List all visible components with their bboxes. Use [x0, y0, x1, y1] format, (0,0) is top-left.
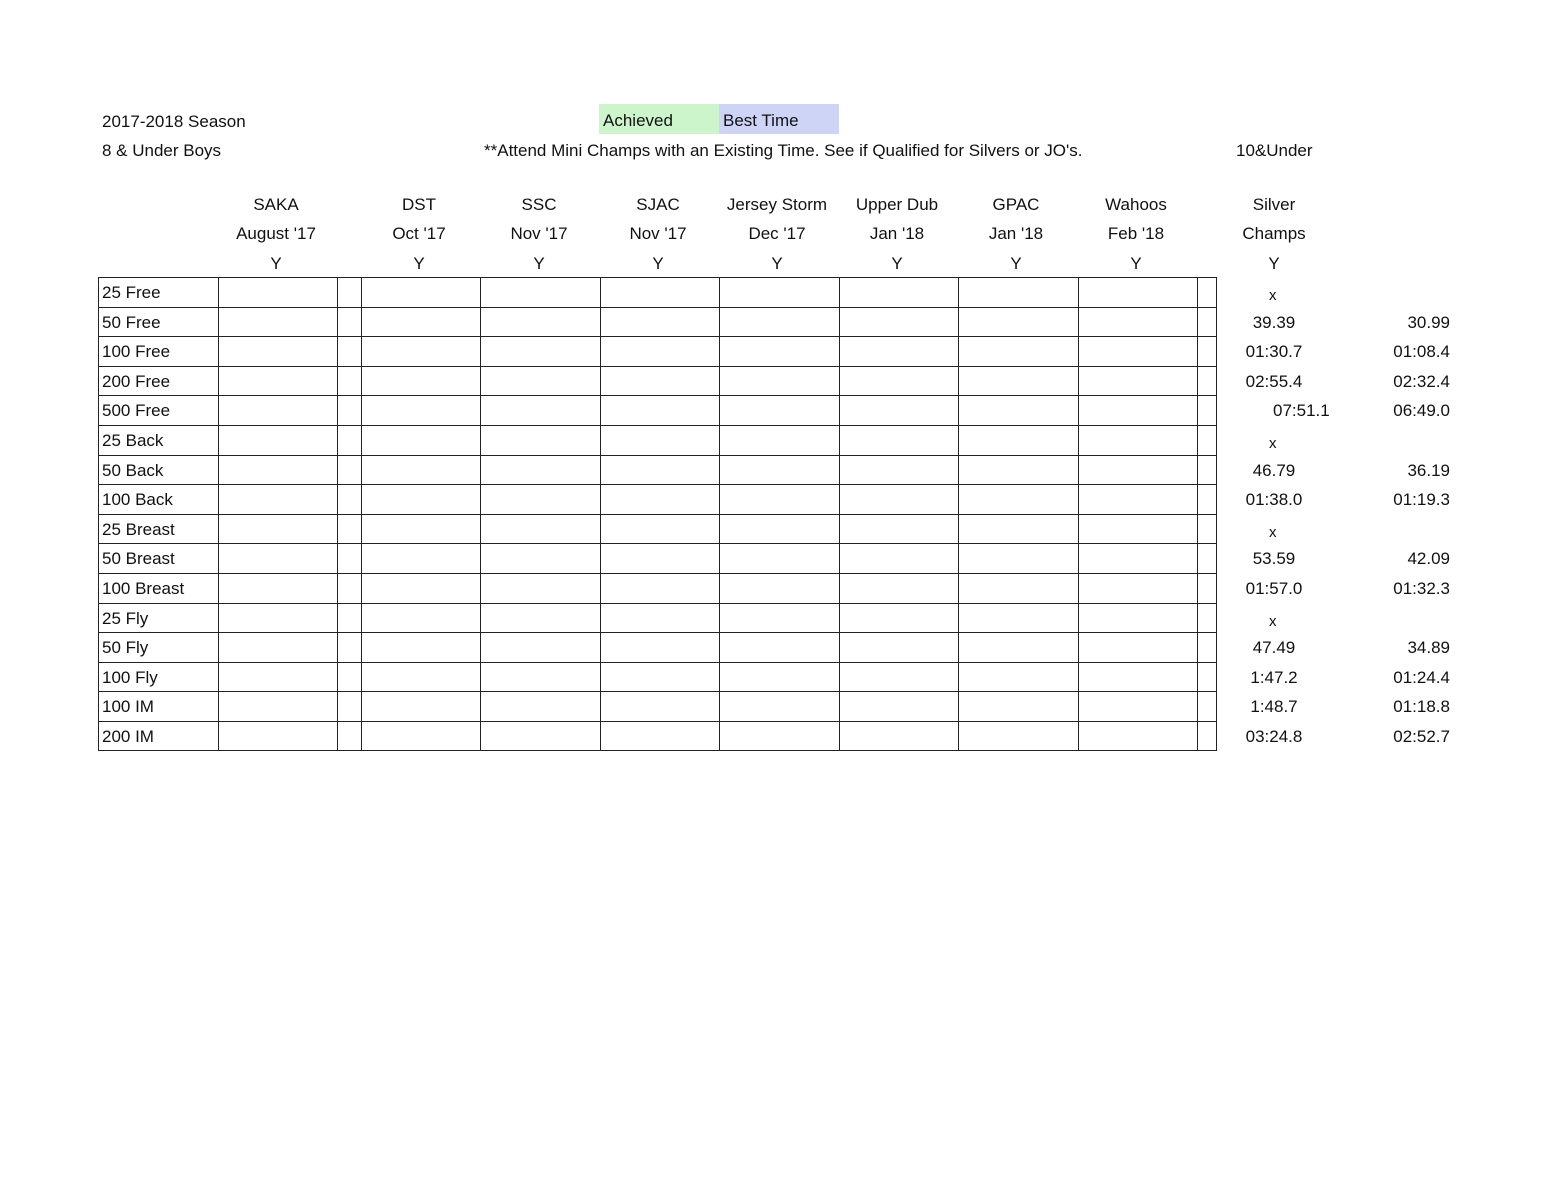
time-entry-cell[interactable]: [219, 367, 336, 395]
silver-cut-time: 01:57.0: [1245, 579, 1303, 598]
time-entry-cell[interactable]: [1198, 692, 1216, 720]
legend-achieved: [599, 104, 719, 134]
time-entry-cell[interactable]: [338, 367, 360, 395]
time-entry-cell[interactable]: [601, 633, 718, 661]
meet-flag: Y: [771, 254, 783, 273]
time-entry-cell[interactable]: [219, 456, 336, 484]
time-entry-cell[interactable]: [362, 633, 479, 661]
time-entry-cell[interactable]: [362, 456, 479, 484]
time-entry-cell[interactable]: [840, 278, 957, 306]
jo-cut-time: 06:49.0: [1393, 401, 1450, 421]
time-entry-cell[interactable]: [338, 663, 360, 691]
meet-name: SAKA: [253, 195, 299, 214]
meet-flag: Y: [533, 254, 545, 273]
group-title: 8 & Under Boys: [102, 141, 222, 160]
event-name: 50 Back: [102, 460, 164, 480]
meet-name: Upper Dub: [855, 195, 939, 214]
time-entry-cell[interactable]: [338, 485, 360, 513]
silver-cut-time: x: [1269, 612, 1277, 630]
meet-date: Dec '17: [748, 224, 806, 243]
time-entry-cell[interactable]: [481, 396, 599, 424]
meet-flag: Y: [1130, 254, 1142, 273]
meet-date: Jan '18: [869, 224, 925, 243]
event-name: 100 Back: [102, 490, 173, 510]
time-entry-cell[interactable]: [840, 544, 957, 572]
time-entry-cell[interactable]: [362, 396, 479, 424]
jo-cut-time: 01:18.8: [1393, 697, 1450, 717]
time-entry-cell[interactable]: [959, 337, 1077, 365]
time-entry-cell[interactable]: [338, 544, 360, 572]
time-entry-cell[interactable]: [601, 544, 718, 572]
event-name: 100 IM: [102, 697, 154, 717]
event-name: 50 Free: [102, 312, 161, 332]
time-entry-cell[interactable]: [338, 308, 360, 336]
time-entry-cell[interactable]: [601, 485, 718, 513]
time-entry-cell[interactable]: [481, 367, 599, 395]
time-entry-cell[interactable]: [481, 544, 599, 572]
jo-cut-time: 01:08.4: [1393, 342, 1450, 362]
event-name: 100 Breast: [102, 579, 185, 598]
meet-date: Feb '18: [1107, 224, 1165, 243]
event-name: 25 Breast: [102, 519, 175, 539]
silver-cut-time: 39.39: [1252, 312, 1296, 332]
event-name: 100 Fly: [102, 667, 158, 687]
event-name: 200 Free: [102, 371, 171, 391]
silver-cut-time: x: [1269, 287, 1277, 304]
time-entry-cell[interactable]: [959, 722, 1077, 750]
time-entry-cell[interactable]: [338, 692, 360, 720]
time-entry-cell[interactable]: [362, 574, 479, 602]
legend-achieved-label: Achieved: [603, 111, 673, 130]
meet-name: DST: [402, 195, 436, 214]
time-entry-cell[interactable]: [840, 574, 957, 602]
time-entry-cell[interactable]: [720, 692, 838, 720]
time-entry-cell[interactable]: [219, 396, 336, 424]
time-entry-cell[interactable]: [959, 633, 1077, 661]
silver-cut-time: x: [1269, 435, 1277, 452]
time-entry-cell[interactable]: [1198, 633, 1216, 661]
time-entry-cell[interactable]: [1079, 633, 1196, 661]
time-entry-cell[interactable]: [720, 663, 838, 691]
time-entry-cell[interactable]: [219, 337, 336, 365]
event-name: 500 Free: [102, 401, 171, 421]
time-entry-cell[interactable]: [720, 278, 838, 306]
time-entry-cell[interactable]: [1079, 396, 1196, 424]
time-entry-cell[interactable]: [219, 485, 336, 513]
time-entry-cell[interactable]: [219, 574, 336, 602]
time-entry-cell[interactable]: [601, 722, 718, 750]
time-entry-cell[interactable]: [601, 396, 718, 424]
legend-best-time: [719, 104, 839, 134]
time-entry-cell[interactable]: [481, 604, 599, 632]
time-entry-cell[interactable]: [959, 456, 1077, 484]
meet-date: August '17: [236, 224, 316, 243]
time-entry-cell[interactable]: [959, 604, 1077, 632]
time-entry-cell[interactable]: [840, 722, 957, 750]
time-entry-cell[interactable]: [362, 544, 479, 572]
meet-name: SJAC: [636, 195, 680, 214]
time-entry-cell[interactable]: [481, 308, 599, 336]
time-entry-cell[interactable]: [481, 692, 599, 720]
time-entry-cell[interactable]: [1198, 426, 1216, 454]
time-entry-cell[interactable]: [481, 337, 599, 365]
time-entry-cell[interactable]: [1198, 337, 1216, 365]
time-entry-cell[interactable]: [1079, 544, 1196, 572]
time-entry-cell[interactable]: [338, 574, 360, 602]
silver-cut-time: 53.59: [1252, 549, 1296, 569]
time-entry-cell[interactable]: [481, 426, 599, 454]
event-name: 25 Fly: [102, 608, 149, 628]
time-entry-cell[interactable]: [1079, 663, 1196, 691]
time-entry-cell[interactable]: [840, 485, 957, 513]
time-entry-cell[interactable]: [1198, 367, 1216, 395]
time-entry-cell[interactable]: [362, 692, 479, 720]
time-entry-cell[interactable]: [840, 633, 957, 661]
event-name: 50 Breast: [102, 549, 175, 569]
time-entry-cell[interactable]: [481, 633, 599, 661]
meet-flag: Y: [1268, 254, 1280, 273]
time-entry-cell[interactable]: [362, 278, 479, 306]
meet-name: GPAC: [992, 195, 1040, 214]
time-entry-cell[interactable]: [481, 722, 599, 750]
time-entry-cell[interactable]: [1079, 515, 1196, 543]
meet-flag: Y: [652, 254, 664, 273]
event-name: 50 Fly: [102, 638, 149, 658]
silver-cut-time: 46.79: [1252, 460, 1296, 480]
meet-name: SSC: [521, 195, 557, 214]
time-entry-cell[interactable]: [959, 426, 1077, 454]
time-entry-cell[interactable]: [601, 515, 718, 543]
time-entry-cell[interactable]: [362, 663, 479, 691]
time-entry-cell[interactable]: [338, 278, 360, 306]
meet-flag: Y: [1010, 254, 1022, 273]
time-entry-cell[interactable]: [601, 604, 718, 632]
meet-flag: Y: [413, 254, 425, 273]
time-entry-cell[interactable]: [219, 722, 336, 750]
time-entry-cell[interactable]: [1198, 544, 1216, 572]
time-entry-cell[interactable]: [1079, 426, 1196, 454]
time-entry-cell[interactable]: [840, 663, 957, 691]
silver-cut-time: 02:55.4: [1245, 371, 1303, 391]
event-name: 25 Back: [102, 431, 164, 450]
time-entry-cell[interactable]: [720, 604, 838, 632]
time-entry-cell[interactable]: [959, 692, 1077, 720]
time-entry-cell[interactable]: [601, 278, 718, 306]
time-entry-cell[interactable]: [1079, 722, 1196, 750]
time-entry-cell[interactable]: [362, 604, 479, 632]
time-entry-cell[interactable]: [1079, 574, 1196, 602]
time-entry-cell[interactable]: [959, 485, 1077, 513]
time-entry-cell[interactable]: [720, 544, 838, 572]
time-entry-cell[interactable]: [362, 367, 479, 395]
time-entry-cell[interactable]: [959, 574, 1077, 602]
time-entry-cell[interactable]: [338, 456, 360, 484]
time-entry-cell[interactable]: [1198, 722, 1216, 750]
time-entry-cell[interactable]: [1079, 308, 1196, 336]
silver-cut-time: x: [1269, 523, 1277, 541]
time-entry-cell[interactable]: [1198, 663, 1216, 691]
time-entry-cell[interactable]: [720, 337, 838, 365]
time-entry-cell[interactable]: [481, 278, 599, 306]
meet-name: Wahoos: [1105, 195, 1167, 214]
time-entry-cell[interactable]: [959, 544, 1077, 572]
jo-cut-time: 02:52.7: [1393, 727, 1450, 746]
time-entry-cell[interactable]: [1079, 337, 1196, 365]
time-entry-cell[interactable]: [219, 692, 336, 720]
time-entry-cell[interactable]: [601, 308, 718, 336]
time-entry-cell[interactable]: [720, 485, 838, 513]
time-entry-cell[interactable]: [840, 337, 957, 365]
time-entry-cell[interactable]: [1198, 396, 1216, 424]
meet-flag: Y: [270, 254, 282, 273]
time-entry-cell[interactable]: [601, 663, 718, 691]
silver-cut-time: 03:24.8: [1245, 727, 1303, 746]
time-entry-cell[interactable]: [840, 308, 957, 336]
time-entry-cell[interactable]: [720, 308, 838, 336]
time-entry-cell[interactable]: [959, 663, 1077, 691]
time-entry-cell[interactable]: [362, 426, 479, 454]
time-entry-cell[interactable]: [601, 426, 718, 454]
time-entry-cell[interactable]: [720, 426, 838, 454]
time-entry-cell[interactable]: [219, 308, 336, 336]
time-entry-cell[interactable]: [1079, 485, 1196, 513]
qualification-note: **Attend Mini Champs with an Existing Time. See if Qualified for Silvers or JO's.: [484, 141, 1083, 160]
time-entry-cell[interactable]: [219, 515, 336, 543]
time-entry-cell[interactable]: [481, 515, 599, 543]
time-entry-cell[interactable]: [1079, 456, 1196, 484]
time-entry-cell[interactable]: [338, 337, 360, 365]
time-entry-cell[interactable]: [338, 396, 360, 424]
time-entry-cell[interactable]: [338, 633, 360, 661]
time-entry-cell[interactable]: [720, 367, 838, 395]
time-entry-cell[interactable]: [1079, 278, 1196, 306]
time-entry-cell[interactable]: [720, 574, 838, 602]
meet-date: Jan '18: [988, 224, 1044, 243]
jo-cut-time: 42.09: [1407, 549, 1450, 569]
legend-best-time-label: Best Time: [723, 111, 799, 130]
time-entry-cell[interactable]: [362, 337, 479, 365]
time-entry-cell[interactable]: [840, 367, 957, 395]
time-entry-cell[interactable]: [840, 515, 957, 543]
time-entry-cell[interactable]: [338, 426, 360, 454]
time-entry-cell[interactable]: [338, 604, 360, 632]
time-entry-cell[interactable]: [1079, 367, 1196, 395]
time-entry-cell[interactable]: [959, 308, 1077, 336]
division-label: 10&Under: [1236, 141, 1313, 160]
jo-cut-time: 34.89: [1407, 638, 1450, 658]
time-entry-cell[interactable]: [1198, 456, 1216, 484]
event-name: 100 Free: [102, 342, 171, 362]
time-entry-cell[interactable]: [959, 367, 1077, 395]
time-entry-cell[interactable]: [338, 515, 360, 543]
meet-name: Silver: [1252, 195, 1296, 214]
meet-date: Oct '17: [392, 224, 446, 243]
time-entry-cell[interactable]: [720, 515, 838, 543]
time-entry-cell[interactable]: [362, 722, 479, 750]
time-entry-cell[interactable]: [1198, 515, 1216, 543]
jo-cut-time: 01:19.3: [1393, 490, 1450, 510]
time-entry-cell[interactable]: [840, 456, 957, 484]
season-title: 2017-2018 Season: [102, 112, 246, 131]
silver-cut-time: 1:48.7: [1250, 697, 1298, 717]
time-entry-cell[interactable]: [338, 722, 360, 750]
silver-cut-time: 1:47.2: [1250, 667, 1298, 687]
meet-name: Jersey Storm: [726, 195, 828, 214]
time-entry-cell[interactable]: [1198, 278, 1216, 306]
silver-cut-time: 01:38.0: [1245, 490, 1303, 510]
meet-date: Nov '17: [629, 224, 687, 243]
time-entry-cell[interactable]: [481, 574, 599, 602]
time-entry-cell[interactable]: [219, 278, 336, 306]
time-entry-cell[interactable]: [601, 574, 718, 602]
time-entry-cell[interactable]: [959, 278, 1077, 306]
meet-date: Nov '17: [510, 224, 568, 243]
time-entry-cell[interactable]: [840, 692, 957, 720]
time-entry-cell[interactable]: [481, 456, 599, 484]
time-entry-cell[interactable]: [720, 633, 838, 661]
time-entry-cell[interactable]: [219, 633, 336, 661]
time-entry-cell[interactable]: [219, 426, 336, 454]
time-entry-cell[interactable]: [1198, 308, 1216, 336]
time-entry-cell[interactable]: [1198, 485, 1216, 513]
silver-cut-time: 07:51.1: [1273, 401, 1330, 421]
meet-flag: Y: [891, 254, 903, 273]
time-entry-cell[interactable]: [840, 604, 957, 632]
time-entry-cell[interactable]: [601, 456, 718, 484]
event-name: 200 IM: [102, 727, 154, 746]
silver-cut-time: 01:30.7: [1245, 342, 1303, 362]
time-entry-cell[interactable]: [481, 485, 599, 513]
time-entry-cell[interactable]: [959, 515, 1077, 543]
time-entry-cell[interactable]: [720, 396, 838, 424]
time-entry-cell[interactable]: [601, 337, 718, 365]
time-entry-cell[interactable]: [720, 456, 838, 484]
jo-cut-time: 36.19: [1407, 460, 1450, 480]
meet-date: Champs: [1242, 224, 1306, 243]
time-entry-cell[interactable]: [601, 367, 718, 395]
jo-cut-time: 30.99: [1407, 312, 1450, 332]
time-entry-cell[interactable]: [720, 722, 838, 750]
time-entry-cell[interactable]: [362, 515, 479, 543]
time-entry-cell[interactable]: [219, 663, 336, 691]
jo-cut-time: 02:32.4: [1393, 371, 1450, 391]
time-entry-cell[interactable]: [1198, 574, 1216, 602]
time-entry-cell[interactable]: [1198, 604, 1216, 632]
time-entry-cell[interactable]: [219, 544, 336, 572]
time-entry-cell[interactable]: [840, 396, 957, 424]
silver-cut-time: 47.49: [1252, 638, 1296, 658]
time-entry-cell[interactable]: [1079, 604, 1196, 632]
time-entry-cell[interactable]: [481, 663, 599, 691]
time-entry-cell[interactable]: [362, 485, 479, 513]
jo-cut-time: 01:32.3: [1393, 579, 1450, 598]
jo-cut-time: 01:24.4: [1393, 667, 1450, 687]
time-entry-cell[interactable]: [219, 604, 336, 632]
time-entry-cell[interactable]: [959, 396, 1077, 424]
time-entry-cell[interactable]: [362, 308, 479, 336]
time-entry-cell[interactable]: [601, 692, 718, 720]
time-entry-cell[interactable]: [840, 426, 957, 454]
event-name: 25 Free: [102, 283, 161, 302]
time-entry-cell[interactable]: [1079, 692, 1196, 720]
